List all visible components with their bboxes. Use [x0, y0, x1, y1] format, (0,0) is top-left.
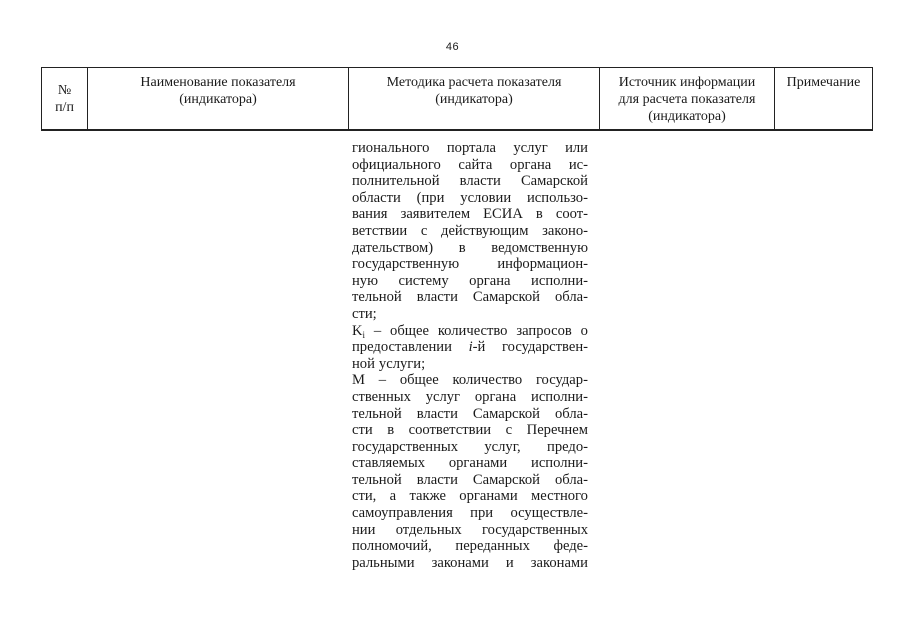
header-source: Источник информации для расчета показателя (индикатора) [600, 68, 775, 129]
text-line: полномочий, переданных феде- [352, 538, 588, 555]
text-line: ственных услуг органа исполни- [352, 388, 588, 405]
text-line: самоуправления при осуществле- [352, 505, 588, 522]
text-line: ставляемых органами исполни- [352, 455, 588, 472]
ki-symbol: $K_i$ [352, 322, 366, 340]
text-line: сти, а также органами местного [352, 488, 588, 505]
text-line: предоставлении i-й государствен- [352, 339, 588, 356]
text-line: полнительной власти Самарской [352, 173, 588, 190]
page-number: 46 [445, 41, 460, 53]
text-line: государственную информацион- [352, 256, 588, 273]
text-line: М – общее количество государ- [352, 372, 588, 389]
text-line: вания заявителем ЕСИА в соот- [352, 206, 588, 223]
text-line: ветствии с действующим законо- [352, 222, 588, 239]
text-line: официального сайта органа ис- [352, 156, 588, 173]
methodology-text [352, 140, 588, 571]
text-line: ной услуги; [352, 355, 426, 372]
text-line: области (при условии использо- [352, 189, 588, 206]
text-line: дательством) в ведомственную [352, 239, 588, 256]
text-line: тельной власти Самарской обла- [352, 289, 588, 306]
text-line: ную систему органа исполни- [352, 272, 588, 289]
header-methodology: Методика расчета показателя (индикатора) [349, 68, 600, 129]
text-line: тельной власти Самарской обла- [352, 405, 588, 422]
table-header [41, 67, 873, 131]
text-line: сти в соответствии с Перечнем [352, 422, 588, 439]
text-line: $K_i$ – общее количество запросов о [352, 322, 588, 340]
text-line: сти; [352, 305, 377, 322]
text-line: тельной власти Самарской обла- [352, 471, 588, 488]
header-indicator-name: Наименование показателя (индикатора) [88, 68, 349, 129]
text-line: нии отдельных государственных [352, 521, 588, 538]
text-line: гионального портала услуг или [352, 140, 588, 156]
text-line: государственных услуг, предо- [352, 438, 588, 455]
header-number: № п/п [42, 68, 88, 129]
header-note: Примечание [786, 75, 861, 90]
text-line: ральными законами и законами [352, 554, 588, 571]
